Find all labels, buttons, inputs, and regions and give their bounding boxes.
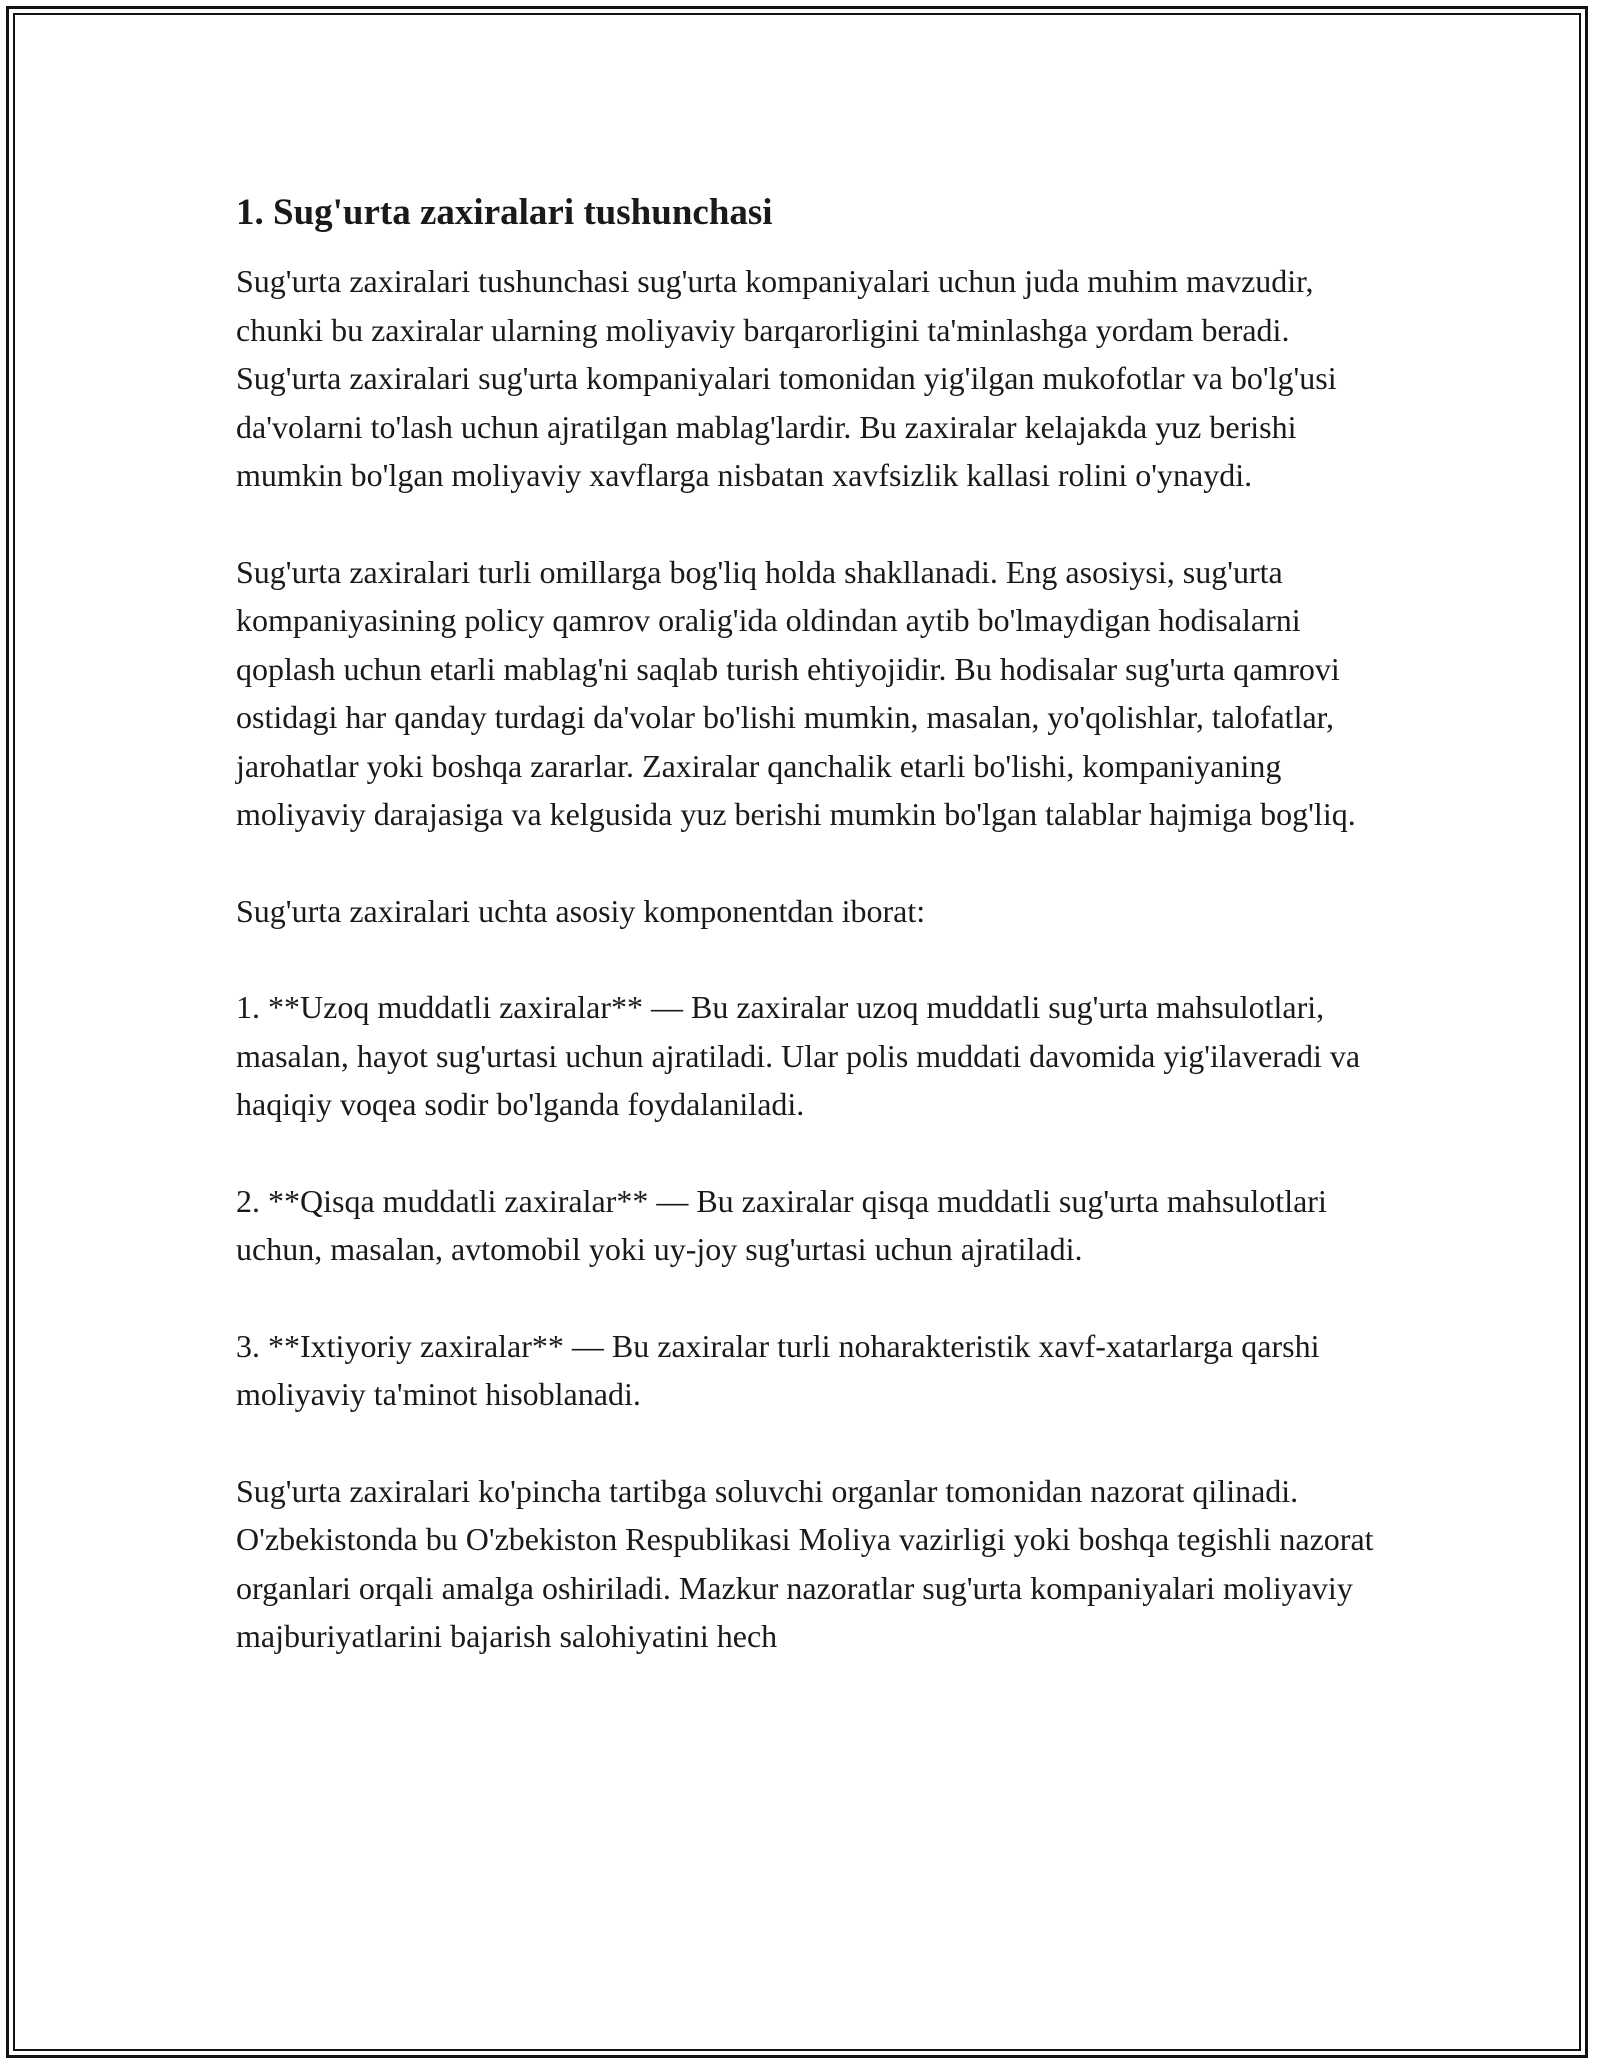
document-body — [236, 187, 1376, 1709]
list-item-voluntary: 3. **Ixtiyoriy zaxiralar** — Bu zaxiralar turli noharakteristik xavf-xatarlarga qarshi moliyaviy ta'minot hisoblanadi. — [236, 1327, 1320, 1412]
list-item-long-term: 1. **Uzoq muddatli zaxiralar** — Bu zaxiralar uzoq muddatli sug'urta mahsulotlari, masalan, hayot sug'urtasi uchun ajratiladi. Ular polis muddati davomida yig'ilaveradi va haqiqiy voqea sodir bo'lganda foydalaniladi. — [236, 989, 1361, 1122]
paragraph-intro: Sug'urta zaxiralari tushunchasi sug'urta kompaniyalari uchun juda muhim mavzudir, chunki bu zaxiralar ularning moliyaviy barqarorligini ta'minlashga yordam beradi. Sug'urta zaxiralari sug'urta kompaniyalari tomonidan yig'ilgan mukofotlar va bo'lg'usi da'volarni to'lash uchun ajratilgan mablag'lardir. Bu zaxiralar kelajakda yuz berishi mumkin bo'lgan moliyaviy xavflarga nisbatan xavfsizlik kallasi rolini o'ynaydi. — [236, 263, 1337, 493]
list-item-short-term: 2. **Qisqa muddatli zaxiralar** — Bu zaxiralar qisqa muddatli sug'urta mahsulotlari uchun, masalan, avtomobil yoki uy-joy sug'urtasi uchun ajratiladi. — [236, 1182, 1327, 1267]
section-heading: 1. Sug'urta zaxiralari tushunchasi — [236, 192, 773, 233]
paragraph-regulation: Sug'urta zaxiralari ko'pincha tartibga soluvchi organlar tomonidan nazorat qilinadi. O'zbekistonda bu O'zbekiston Respublikasi Moliya vazirligi yoki boshqa tegishli nazorat organlari orqali amalga oshiriladi. Mazkur nazoratlar sug'urta kompaniyalari moliyaviy majburiyatlarini bajarish salohiyatini hech — [236, 1472, 1374, 1654]
paragraph-formation: Sug'urta zaxiralari turli omillarga bog'liq holda shakllanadi. Eng asosiysi, sug'urta kompaniyasining policy qamrov oralig'ida oldindan aytib bo'lmaydigan hodisalarni qoplash uchun etarli mablag'ni saqlab turish ehtiyojidir. Bu hodisalar sug'urta qamrovi ostidagi har qanday turdagi da'volar bo'lishi mumkin, masalan, yo'qolishlar, talofatlar, jarohatlar yoki boshqa zararlar. Zaxiralar qanchalik etarli bo'lishi, kompaniyaning moliyaviy darajasiga va kelgusida yuz berishi mumkin bo'lgan talablar hajmiga bog'liq. — [236, 553, 1356, 832]
paragraph-components-intro: Sug'urta zaxiralari uchta asosiy komponentdan iborat: — [236, 892, 926, 929]
